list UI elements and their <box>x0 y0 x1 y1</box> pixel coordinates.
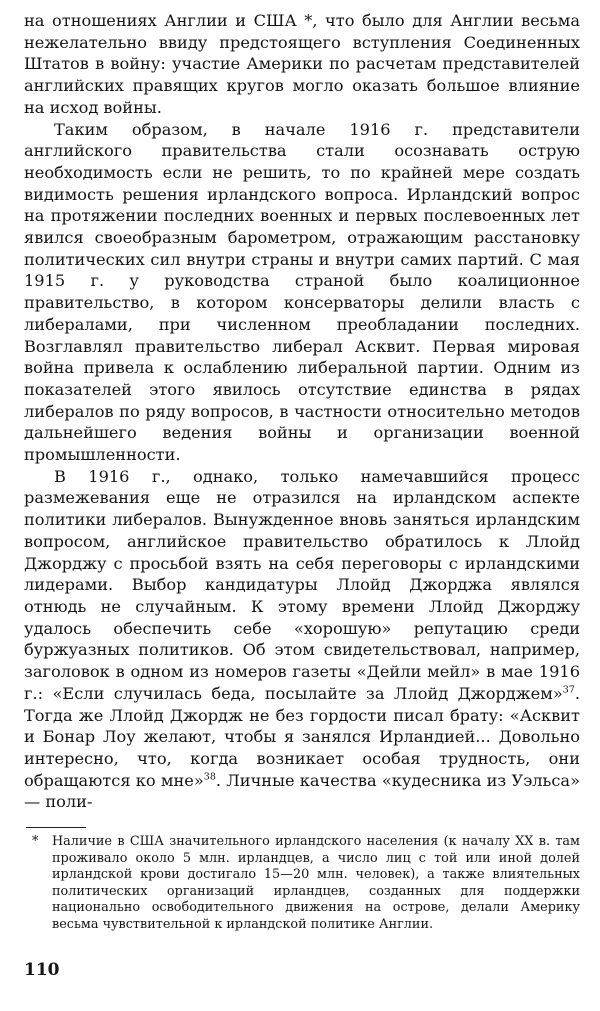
paragraph-3-text-a: В 1916 г., однако, только намечавшийся процесс размежевания еще не отразился на ирландском аспекте политики либералов. Вынужденное вновь заняться ирландским вопросом, английское правительство обратилось к Ллойд Джорджу с просьбой взять на себя переговоры с ирландскими лидерами. Выбор кандидатуры Ллойд Джорджа являлся отнюдь не случайным. К этому времени Ллойд Джорджу удалось обеспечить себе «хорошую» репутацию среди буржуазных политиков. Об этом свидетельствовал, например, заголовок в одном из номеров газеты «Дейли мейл» в мае 1916 г.: «Если случилась беда, посылайте за Ллойд Джорджем» <box>24 466 580 703</box>
page-number: 110 <box>24 960 60 980</box>
note-ref-38: 38 <box>203 771 216 783</box>
paragraph-1 <box>24 10 580 119</box>
paragraph-2-text: Таким образом, в начале 1916 г. представители английского правительства стали осознавать острую необходимость если не решить, то по крайней мере создать видимость решения ирландского вопроса. Ирландский вопрос на протяжении последних военных и первых послевоенных лет явился своеобразным барометром, отражающим расстановку политических сил внутри страны и внутри самих партий. С мая 1915 г. у руководства страной было коалиционное правительство, в котором консерваторы делили власть с либералами, при численном преобладании последних. Возглавлял правительство либерал Асквит. Первая мировая война привела к ослаблению либеральной партии. Одним из показателей этого явилось отсутствие единства в рядах либералов по ряду вопросов, в частности относительно методов дальнейшего ведения войны и организации военной промышленности. <box>24 119 580 465</box>
footnote-marker: * <box>32 834 39 850</box>
footnote-separator <box>26 827 86 828</box>
note-ref-37: 37 <box>562 684 575 696</box>
main-text <box>24 10 580 813</box>
paragraph-1-text: на отношениях Англии и США *, что было для Англии весьма нежелательно ввиду предстоящего вступления Соединенных Штатов в войну: участие Америки по расчетам представителей английских правящих кругов могло оказать большое влияние на исход войны. <box>24 11 580 117</box>
paragraph-3-text-b: . Тогда же Ллойд Джордж не без гордости писал брату: «Асквит и Бонар Лоу желают, чтобы я занялся Ирландией... Довольно интересно, что, когда возникает особая трудность, они обращаются ко мне» <box>24 683 580 790</box>
paragraph-2 <box>24 119 580 466</box>
book-page <box>24 10 580 1001</box>
paragraph-3 <box>24 466 580 813</box>
footnote-text: Наличие в США значительного ирландского населения (к началу XX в. там проживало около 5 млн. ирландцев, а число лиц с той или иной долей ирландской крови достигало 15—20 млн. человек), а также влиятельных политических организаций ирландцев, созданных для поддержки национально освободительного движения на острове, делали Америку весьма чувствительной к ирландской политике Англии. <box>52 834 580 932</box>
footnote <box>24 834 580 934</box>
paragraph-3-text-c: . Личные качества «кудесника из Уэльса» — поли- <box>24 770 580 812</box>
